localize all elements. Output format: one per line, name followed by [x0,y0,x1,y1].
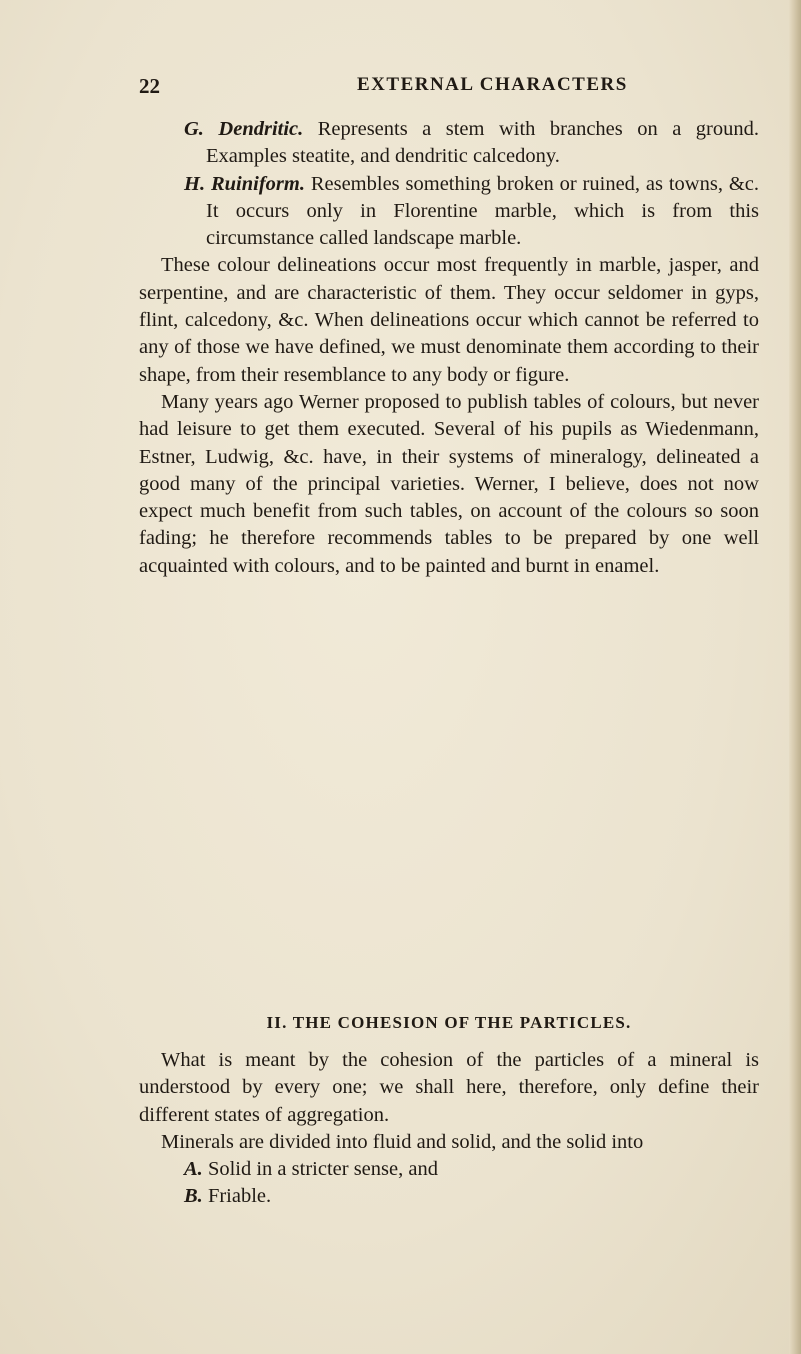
page-number: 22 [139,74,160,98]
item-text: Friable. [207,1185,272,1208]
definition-text: Resembles something broken or ruined, as towns, &c. It occurs only in Florentine marble, which is from this circumstance called landscape marble. [206,172,760,250]
definition-dendritic [139,116,759,171]
body-text-section [139,1047,759,1211]
item-label: B. [184,1185,203,1208]
definition-term: Dendritic. [218,118,304,140]
definition-term: Ruiniform. [210,172,305,195]
list-item-friable [139,1183,759,1210]
definition-label: H. [184,172,206,195]
definition-label: G. [184,118,204,140]
paragraph-werner: Many years ago Werner proposed to publish tables of colours, but never had leisure to get them executed. Several of his pupils as Wiedenmann, Estner, Ludwig, &c. have, in their systems of mineralogy, delineated a good many of the principal varieties. Werner, I believe, does not now expect much benefit from such tables, on account of the colours so soon fading; he therefore recommends tables to be prepared by one well acquainted with colours, and to be painted and burnt in enamel. [139,390,759,577]
body-text-top [139,116,759,580]
running-head: EXTERNAL CHARACTERS [357,74,628,95]
item-label: A. [184,1158,203,1181]
paragraph-delineations: These colour delineations occur most frequently in marble, jasper, and serpentine, and are characteristic of them. They occur seldomer in gyps, flint, calcedony, &c. When delineations occur which cannot be referred to any of those we have defined, we must denominate them according to their shape, from their resemblance to any body or figure. [139,254,759,386]
definition-text: Represents a stem with branches on a ground. Examples steatite, and dendritic calcedony. [206,118,759,168]
page-edge [789,0,801,1354]
section-heading: II. THE COHESION OF THE PARTICLES. [266,1013,632,1032]
definition-ruiniform [139,171,759,253]
page-header [139,74,659,104]
item-text: Solid in a stricter sense, and [207,1158,438,1181]
list-item-solid [139,1156,759,1183]
paragraph-cohesion: What is meant by the cohesion of the particles of a mineral is understood by every one; we shall here, therefore, only define their different states of aggregation. [139,1049,759,1126]
paragraph-minerals: Minerals are divided into fluid and solid, and the solid into [161,1130,644,1153]
